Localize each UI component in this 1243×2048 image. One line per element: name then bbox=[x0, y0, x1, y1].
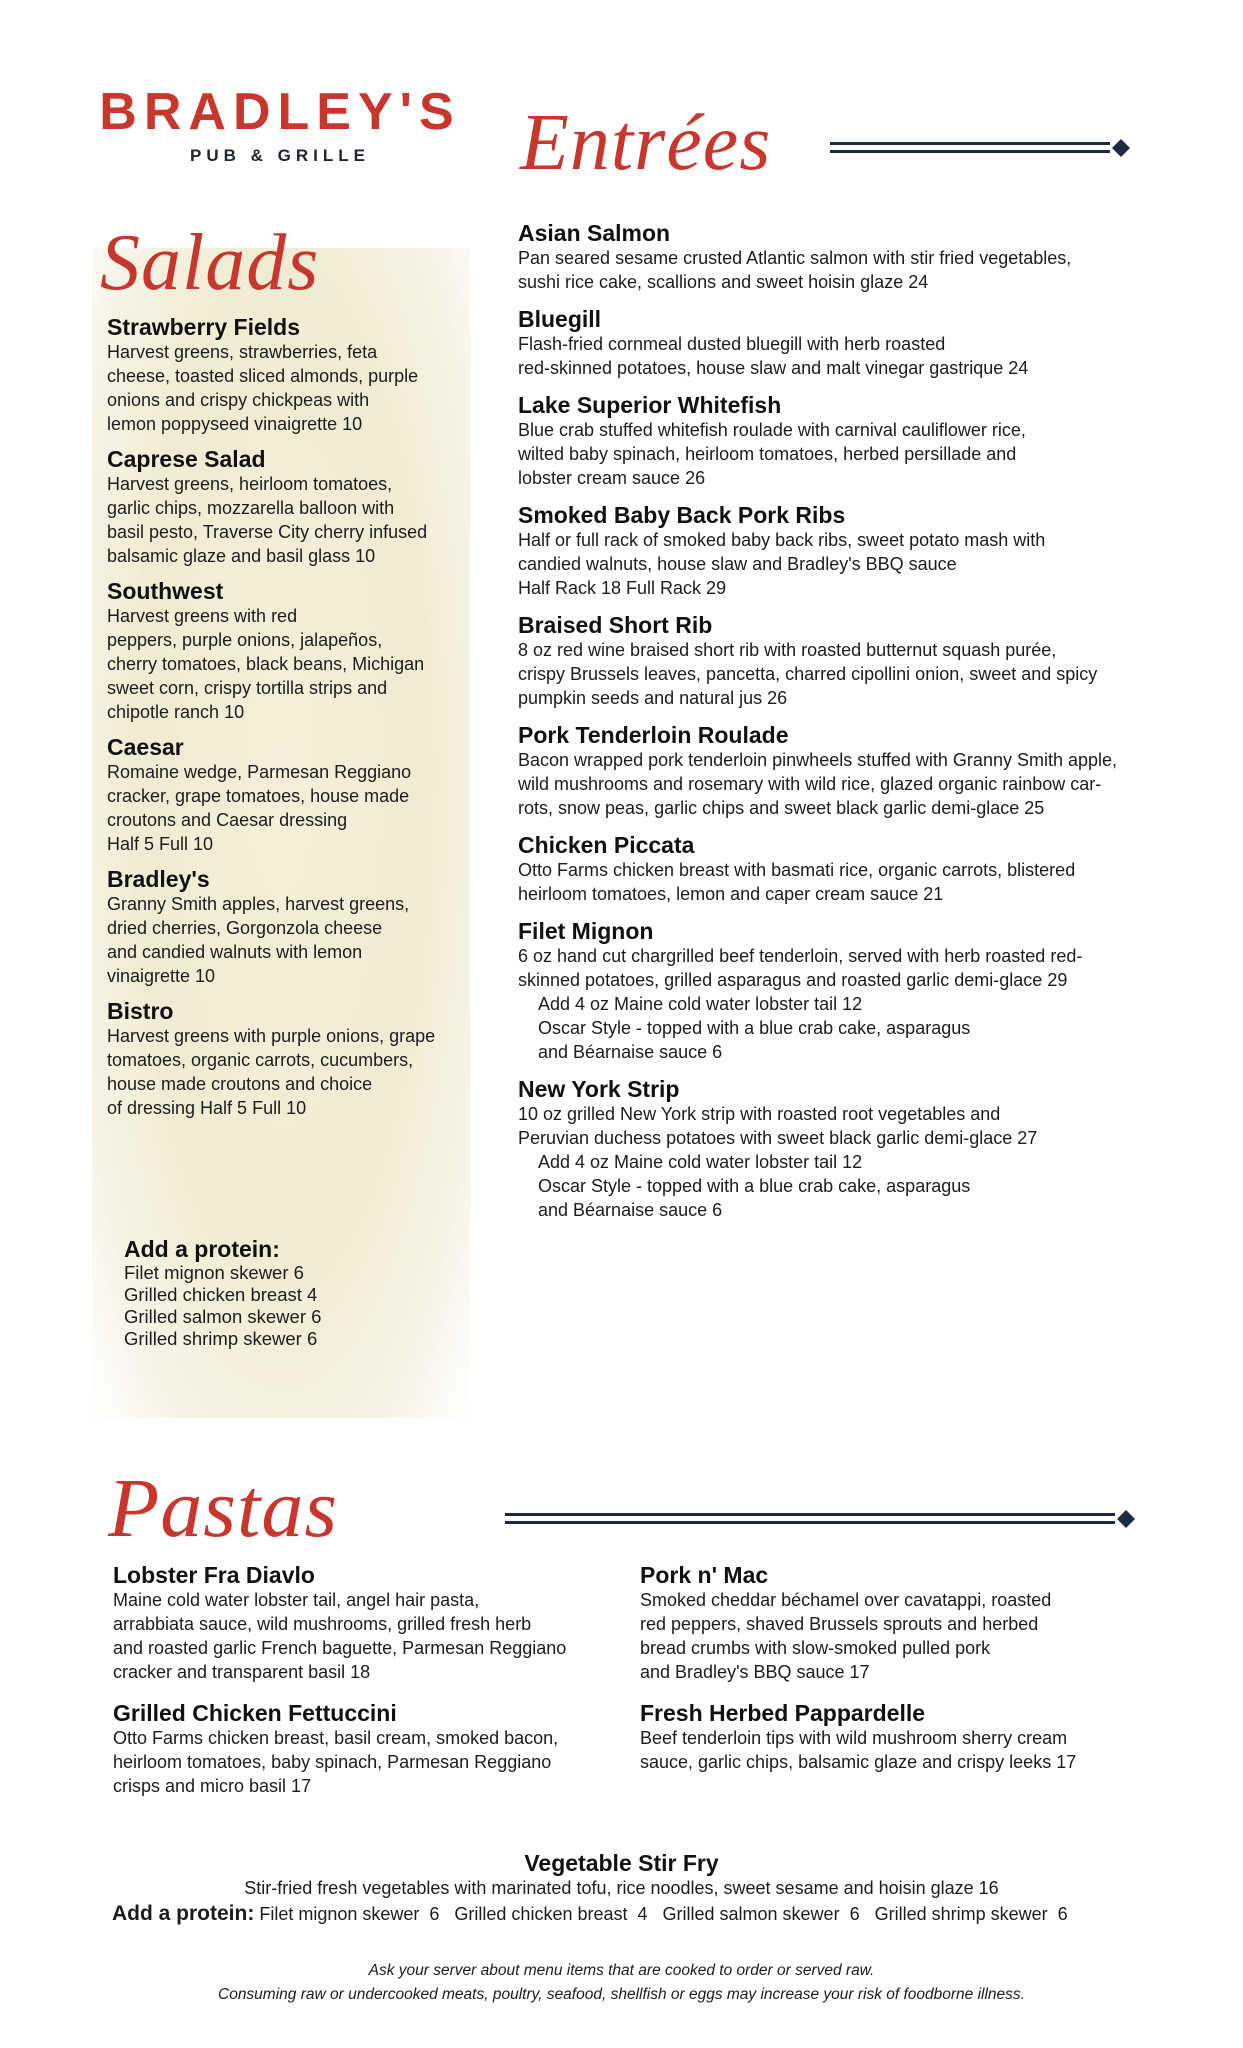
menu-item bbox=[640, 1562, 1180, 1684]
menu-item-description bbox=[113, 1588, 633, 1684]
description-line: Half or full rack of smoked baby back ribs, sweet potato mash with bbox=[518, 530, 1046, 550]
description-line: Harvest greens with purple onions, grape bbox=[107, 1026, 436, 1046]
menu-item bbox=[107, 578, 477, 724]
description-line: and candied walnuts with lemon bbox=[107, 942, 363, 962]
description-line: red-skinned potatoes, house slaw and malt vinegar gastrique 24 bbox=[518, 358, 1029, 378]
salad-protein-options bbox=[124, 1262, 464, 1350]
description-line: Pan seared sesame crusted Atlantic salmon with stir fried vegetables, bbox=[518, 248, 1072, 268]
pastas-heading: Pastas bbox=[108, 1462, 339, 1555]
description-line: heirloom tomatoes, baby spinach, Parmesan Reggiano bbox=[113, 1752, 552, 1772]
menu-item-description bbox=[518, 418, 1158, 490]
description-line: arrabbiata sauce, wild mushrooms, grilled fresh herb bbox=[113, 1614, 532, 1634]
brand-logo-tagline: PUB & GRILLE bbox=[190, 146, 370, 165]
description-line: sushi rice cake, scallions and sweet hoisin glaze 24 bbox=[518, 272, 929, 292]
description-line: croutons and Caesar dressing bbox=[107, 810, 348, 830]
menu-item-name: Grilled Chicken Fettuccini bbox=[113, 1700, 397, 1726]
menu-item bbox=[518, 306, 1158, 380]
description-line: red peppers, shaved Brussels sprouts and herbed bbox=[640, 1614, 1039, 1634]
salad-add-protein bbox=[124, 1236, 464, 1350]
menu-item bbox=[518, 1076, 1158, 1222]
pastas-right-list bbox=[640, 1562, 1180, 1790]
description-line: Blue crab stuffed whitefish roulade with carnival cauliflower rice, bbox=[518, 420, 1026, 440]
description-line: Beef tenderloin tips with wild mushroom sherry cream bbox=[640, 1728, 1068, 1748]
description-line: onions and crispy chickpeas with bbox=[107, 390, 370, 410]
entrees-list bbox=[518, 220, 1158, 1234]
description-line: Smoked cheddar béchamel over cavatappi, roasted bbox=[640, 1590, 1052, 1610]
description-line: bread crumbs with slow-smoked pulled pork bbox=[640, 1638, 991, 1658]
description-line: Romaine wedge, Parmesan Reggiano bbox=[107, 762, 412, 782]
description-line: candied walnuts, house slaw and Bradley's BBQ sauce bbox=[518, 554, 957, 574]
menu-item bbox=[518, 722, 1158, 820]
description-line: Peruvian duchess potatoes with sweet black garlic demi-glace 27 bbox=[518, 1128, 1038, 1148]
menu-item-description bbox=[640, 1726, 1180, 1774]
protein-option: Grilled salmon skewer 6 bbox=[124, 1306, 322, 1327]
protein-option: Grilled shrimp skewer 6 bbox=[124, 1328, 318, 1349]
menu-item-description bbox=[113, 1726, 633, 1798]
description-line: Otto Farms chicken breast, basil cream, smoked bacon, bbox=[113, 1728, 559, 1748]
description-line: vinaigrette 10 bbox=[107, 966, 216, 986]
description-line: Harvest greens, heirloom tomatoes, bbox=[107, 474, 393, 494]
menu-item-description bbox=[107, 892, 477, 988]
description-line: sweet corn, crispy tortilla strips and bbox=[107, 678, 388, 698]
entrees-heading: Entrées bbox=[520, 99, 772, 187]
menu-item-description bbox=[518, 1102, 1158, 1222]
addon-line: Add 4 oz Maine cold water lobster tail 12 bbox=[538, 1152, 863, 1172]
pastas-left-list bbox=[113, 1562, 633, 1814]
description-line: sauce, garlic chips, balsamic glaze and crispy leeks 17 bbox=[640, 1752, 1077, 1772]
vegetable-stir-fry bbox=[0, 1850, 1243, 1900]
menu-item bbox=[107, 314, 477, 436]
description-line: Bacon wrapped pork tenderloin pinwheels stuffed with Granny Smith apple, bbox=[518, 750, 1118, 770]
menu-item-name: Caprese Salad bbox=[107, 446, 266, 472]
menu-item-name: Southwest bbox=[107, 578, 224, 604]
salads-list bbox=[107, 314, 477, 1130]
menu-item bbox=[518, 832, 1158, 906]
menu-item bbox=[518, 918, 1158, 1064]
footer-note-1: Ask your server about menu items that are cooked to order or served raw. bbox=[368, 1962, 875, 1979]
description-line: rots, snow peas, garlic chips and sweet black garlic demi-glace 25 bbox=[518, 798, 1045, 818]
stir-fry-protein-options: Filet mignon skewer 6 Grilled chicken breast 4 Grilled salmon skewer 6 Grilled shrimp skewer 6 bbox=[259, 1904, 1068, 1924]
menu-item-name: Lake Superior Whitefish bbox=[518, 392, 782, 418]
menu-item bbox=[107, 998, 477, 1120]
menu-item bbox=[640, 1700, 1180, 1774]
addon-line: Oscar Style - topped with a blue crab cake, asparagus bbox=[538, 1176, 971, 1196]
description-line: wild mushrooms and rosemary with wild rice, glazed organic rainbow car- bbox=[518, 774, 1102, 794]
menu-item-description bbox=[518, 944, 1158, 1064]
description-line: and roasted garlic French baguette, Parmesan Reggiano bbox=[113, 1638, 567, 1658]
description-line: and Bradley's BBQ sauce 17 bbox=[640, 1662, 870, 1682]
description-line: cracker and transparent basil 18 bbox=[113, 1662, 371, 1682]
brand-logo-name: BRADLEY'S bbox=[99, 83, 461, 141]
menu-item bbox=[113, 1700, 633, 1798]
salads-heading: Salads bbox=[100, 219, 320, 307]
menu-item bbox=[107, 446, 477, 568]
description-line: Half 5 Full 10 bbox=[107, 834, 214, 854]
menu-item-name: Lobster Fra Diavlo bbox=[113, 1562, 315, 1588]
addon-line: Add 4 oz Maine cold water lobster tail 12 bbox=[538, 994, 863, 1014]
description-line: cheese, toasted sliced almonds, purple bbox=[107, 366, 419, 386]
menu-item bbox=[518, 502, 1158, 600]
description-line: lemon poppyseed vinaigrette 10 bbox=[107, 414, 363, 434]
description-line: Harvest greens with red bbox=[107, 606, 298, 626]
stir-fry-description: Stir-fried fresh vegetables with marinated tofu, rice noodles, sweet sesame and hoisin glaze 16 bbox=[244, 1878, 999, 1898]
menu-item-name: Fresh Herbed Pappardelle bbox=[640, 1700, 926, 1726]
menu-item-name: Smoked Baby Back Pork Ribs bbox=[518, 502, 846, 528]
addon-line: Oscar Style - topped with a blue crab cake, asparagus bbox=[538, 1018, 971, 1038]
menu-item-name: Bistro bbox=[107, 998, 174, 1024]
description-line: pumpkin seeds and natural jus 26 bbox=[518, 688, 788, 708]
menu-item-name: Asian Salmon bbox=[518, 220, 671, 246]
menu-item-name: Pork Tenderloin Roulade bbox=[518, 722, 789, 748]
menu-item-description bbox=[518, 246, 1158, 294]
menu-item-name: Bradley's bbox=[107, 866, 210, 892]
menu-item-description bbox=[107, 604, 477, 724]
menu-item-description bbox=[518, 858, 1158, 906]
menu-item-name: Strawberry Fields bbox=[107, 314, 301, 340]
description-line: heirloom tomatoes, lemon and caper cream sauce 21 bbox=[518, 884, 944, 904]
description-line: cracker, grape tomatoes, house made bbox=[107, 786, 410, 806]
description-line: basil pesto, Traverse City cherry infused bbox=[107, 522, 428, 542]
description-line: Granny Smith apples, harvest greens, bbox=[107, 894, 410, 914]
menu-item bbox=[113, 1562, 633, 1684]
menu-item-description bbox=[518, 332, 1158, 380]
description-line: crisps and micro basil 17 bbox=[113, 1776, 312, 1796]
menu-item-name: Bluegill bbox=[518, 306, 602, 332]
menu-item-name: Filet Mignon bbox=[518, 918, 654, 944]
footer-note-2: Consuming raw or undercooked meats, poultry, seafood, shellfish or eggs may increase your risk of foodborne illness. bbox=[218, 1986, 1025, 2003]
menu-item bbox=[518, 612, 1158, 710]
description-line: dried cherries, Gorgonzola cheese bbox=[107, 918, 383, 938]
description-line: crispy Brussels leaves, pancetta, charred cipollini onion, sweet and spicy bbox=[518, 664, 1098, 684]
description-line: balsamic glaze and basil glass 10 bbox=[107, 546, 376, 566]
addon-line: and Béarnaise sauce 6 bbox=[538, 1042, 723, 1062]
description-line: Maine cold water lobster tail, angel hair pasta, bbox=[113, 1590, 480, 1610]
addon-line: and Béarnaise sauce 6 bbox=[538, 1200, 723, 1220]
stir-fry-protein-label: Add a protein: bbox=[112, 1902, 255, 1925]
stir-fry-protein-row bbox=[112, 1902, 1212, 1926]
menu-item-description bbox=[107, 1024, 477, 1120]
protein-option: Filet mignon skewer 6 bbox=[124, 1262, 304, 1283]
pastas-rule-divider bbox=[505, 1505, 1135, 1531]
description-line: house made croutons and choice bbox=[107, 1074, 373, 1094]
menu-item-description bbox=[518, 638, 1158, 710]
menu-item-description bbox=[518, 528, 1158, 600]
menu-item bbox=[107, 866, 477, 988]
description-line: Flash-fried cornmeal dusted bluegill with herb roasted bbox=[518, 334, 946, 354]
menu-item-name: New York Strip bbox=[518, 1076, 680, 1102]
description-line: cherry tomatoes, black beans, Michigan bbox=[107, 654, 425, 674]
description-line: Half Rack 18 Full Rack 29 bbox=[518, 578, 727, 598]
description-line: garlic chips, mozzarella balloon with bbox=[107, 498, 395, 518]
description-line: 6 oz hand cut chargrilled beef tenderloin, served with herb roasted red- bbox=[518, 946, 1083, 966]
description-line: tomatoes, organic carrots, cucumbers, bbox=[107, 1050, 414, 1070]
salad-protein-title: Add a protein: bbox=[124, 1236, 280, 1262]
menu-item bbox=[518, 392, 1158, 490]
menu-item-description bbox=[107, 472, 477, 568]
menu-item bbox=[107, 734, 477, 856]
description-line: 10 oz grilled New York strip with roasted root vegetables and bbox=[518, 1104, 1001, 1124]
menu-item-name: Caesar bbox=[107, 734, 184, 760]
menu-item-description bbox=[107, 760, 477, 856]
description-line: Otto Farms chicken breast with basmati rice, organic carrots, blistered bbox=[518, 860, 1076, 880]
description-line: wilted baby spinach, heirloom tomatoes, herbed persillade and bbox=[518, 444, 1017, 464]
menu-item-name: Pork n' Mac bbox=[640, 1562, 769, 1588]
protein-option: Grilled chicken breast 4 bbox=[124, 1284, 318, 1305]
description-line: 8 oz red wine braised short rib with roasted butternut squash purée, bbox=[518, 640, 1057, 660]
description-line: chipotle ranch 10 bbox=[107, 702, 245, 722]
stir-fry-name: Vegetable Stir Fry bbox=[524, 1850, 719, 1876]
menu-item-name: Braised Short Rib bbox=[518, 612, 713, 638]
description-line: of dressing Half 5 Full 10 bbox=[107, 1098, 307, 1118]
entrees-rule-divider bbox=[830, 134, 1130, 160]
menu-item bbox=[518, 220, 1158, 294]
menu-item-description bbox=[640, 1588, 1180, 1684]
menu-item-name: Chicken Piccata bbox=[518, 832, 695, 858]
menu-item-description bbox=[107, 340, 477, 436]
description-line: Harvest greens, strawberries, feta bbox=[107, 342, 378, 362]
description-line: peppers, purple onions, jalapeños, bbox=[107, 630, 383, 650]
description-line: skinned potatoes, grilled asparagus and roasted garlic demi-glace 29 bbox=[518, 970, 1068, 990]
menu-item-description bbox=[518, 748, 1158, 820]
description-line: lobster cream sauce 26 bbox=[518, 468, 706, 488]
